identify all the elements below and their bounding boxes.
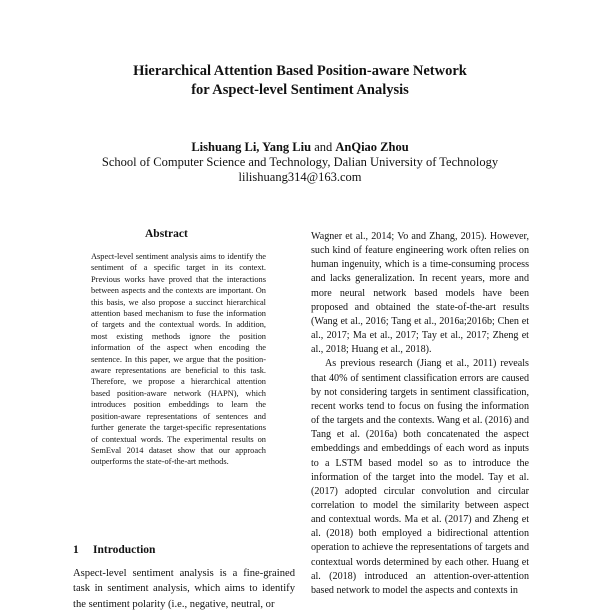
paper-title-line-1: Hierarchical Attention Based Position-aware Network (133, 63, 467, 79)
right-column (311, 230, 529, 598)
abstract-heading: Abstract (145, 228, 188, 240)
introduction-heading (73, 544, 155, 556)
paper-title (0, 62, 600, 100)
right-column-paragraph-1: Wagner et al., 2014; Vo and Zhang, 2015). However, such kind of feature engineering work often relies on human ingenuity, which is a time-consuming process and lacks generalization. In recent years, more and more neural network based models have been proposed and obtained the state-of-the-art results (Wang et al., 2016; Tang et al., 2016a;2016b; Chen et al., 2017; Ma et al., 2017; Tay et al., 2017; Zheng et al., 2018; Huang et al., 2018). (311, 231, 529, 356)
abstract-text: Aspect-level sentiment analysis aims to identify the sentiment of a specific target in its context. Previous works have proved that the interactions between aspects and the contexts are important. On this basis, we also propose a succinct hierarchical attention based mechanism to fuse the information of targets and the contextual words. In addition, most existing methods ignore the position information of the aspect when encoding the sentence. In this paper, we argue that the position-aware representations are beneficial to this task. Therefore, we propose a hierarchical attention based position-aware network (HAPN), which introduces position embeddings to learn the position-aware representations of sentences and further generate the target-specific representations of contextual words. The experimental results on SemEval 2014 dataset show that our approach outperforms the state-of-the-art methods. (91, 252, 266, 467)
section-title: Introduction (93, 544, 156, 556)
author-email: lilishuang314@163.com (238, 170, 362, 184)
right-column-paragraph-2: As previous research (Jiang et al., 2011) reveals that 40% of sentiment classification errors are caused by not considering targets in sentiment classification, recent works tend to focus on fusing the information of the targets and the contexts. Wang et al. (2016) and Tang et al. (2016a) both concatenated the aspect embeddings and embeddings of each word as inputs to a LSTM based model so as to introduce the information of the target into the model. Tay et al. (2017) adopted circular convolution and circular correlation to model the similarity between aspect and contextual words. Ma et al. (2017) and Zheng et al. (2018) both employed a bidirectional attention operation to achieve the representations of targets and contextual words determined by each other. Huang et al. (2018) introduced an attention-over-attention based network to model the aspects and contexts in (311, 358, 529, 596)
author-names-last: AnQiao Zhou (335, 140, 409, 154)
introduction-text: Aspect-level sentiment analysis is a fine-grained task in sentiment analysis, which aims to identify the sentiment polarity (i.e., negative, neutral, or (73, 568, 295, 610)
author-block (0, 140, 600, 185)
author-names (0, 140, 600, 155)
author-affiliation: School of Computer Science and Technology, Dalian University of Technology (101, 155, 499, 169)
author-names-and: and (311, 140, 336, 154)
author-names-first: Lishuang Li, Yang Liu (191, 140, 312, 154)
paper-title-line-2: for Aspect-level Sentiment Analysis (191, 82, 409, 98)
section-number: 1 (73, 544, 79, 556)
